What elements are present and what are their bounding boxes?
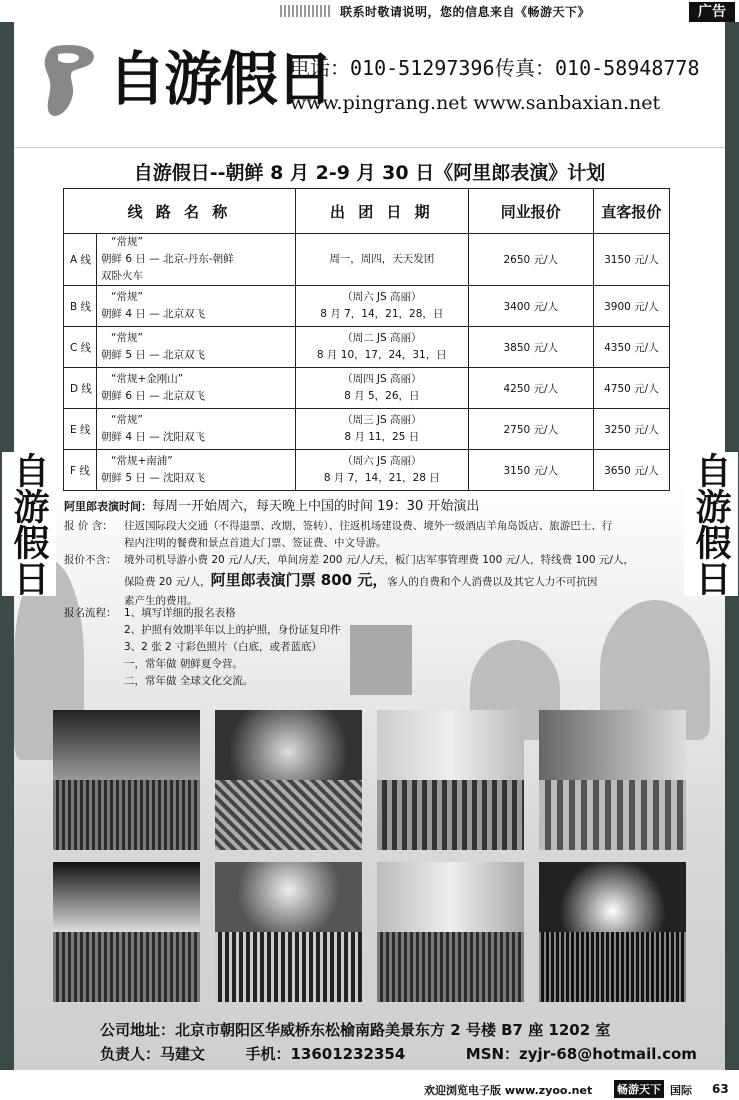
excluded-text-2c: 客人的自费和个人消费以及其它人力不可抗因 bbox=[387, 576, 598, 588]
msn-address[interactable]: MSN：zyjr-68@hotmail.com bbox=[465, 1045, 697, 1063]
left-side-brand bbox=[2, 452, 56, 596]
route-name-desc: 朝鲜 5 日 — 沈阳双飞 bbox=[101, 472, 206, 484]
process-step-2: 2、护照有效期半年以上的护照，身份证复印件 bbox=[124, 624, 341, 636]
route-code: A 线 bbox=[64, 234, 97, 286]
trade-price: 3850 元/人 bbox=[468, 327, 593, 368]
route-name-desc: 朝鲜 4 日 — 北京双飞 bbox=[101, 308, 206, 320]
performance-photo bbox=[53, 710, 200, 850]
date-line-2: 8 月 5，26，日 bbox=[344, 390, 420, 402]
magazine-logo: 畅游天下 bbox=[614, 1080, 664, 1098]
departure-date bbox=[295, 286, 468, 327]
date-line-1: （周四 JS 高丽） bbox=[342, 373, 422, 385]
route-name bbox=[97, 450, 296, 491]
col-date: 出 团 日 期 bbox=[295, 189, 468, 234]
route-code: D 线 bbox=[64, 368, 97, 409]
route-name-desc: 朝鲜 6 日 — 北京-丹东-朝鲜 bbox=[101, 253, 234, 265]
route-name-tag: “常规” bbox=[111, 236, 143, 248]
company-address: 公司地址：北京市朝阳区华威桥东松榆南路美景东方 2 号楼 B7 座 1202 室 bbox=[100, 1021, 611, 1039]
departure-date bbox=[295, 409, 468, 450]
table-row bbox=[64, 286, 670, 327]
col-route: 线 路 名 称 bbox=[64, 189, 296, 234]
price-included bbox=[64, 518, 612, 552]
page-title: 自游假日--朝鲜 8 月 2-9 月 30 日《阿里郎表演》计划 bbox=[133, 162, 606, 184]
performance-photo bbox=[215, 710, 362, 850]
date-line-1: （周六 JS 高丽） bbox=[342, 455, 422, 467]
col-trade-price: 同业报价 bbox=[468, 189, 593, 234]
route-name bbox=[97, 368, 296, 409]
date-line-2: 8 月 10，17，24，31，日 bbox=[316, 349, 447, 361]
included-text-2: 程内注明的餐费和景点首道大门票、签证费、中文导游。 bbox=[124, 537, 387, 549]
fax-number: 传真：010-58948778 bbox=[495, 56, 700, 80]
table-row bbox=[64, 234, 670, 286]
departure-date bbox=[295, 234, 468, 286]
route-name-desc: 朝鲜 5 日 — 北京双飞 bbox=[101, 349, 206, 361]
price-excluded bbox=[64, 552, 634, 610]
phone-number: 电话：010-51297396 bbox=[290, 56, 495, 80]
right-brand-text: 自游假日 bbox=[690, 452, 732, 596]
table-row bbox=[64, 368, 670, 409]
departure-date bbox=[295, 368, 468, 409]
show-time-text: 每周一开始周六，每天晚上中国的时间 19：30 开始演出 bbox=[152, 499, 480, 514]
excluded-label: 报价不含： bbox=[64, 554, 117, 566]
date-line-2: 8 月 11，25 日 bbox=[344, 431, 420, 443]
performance-photo bbox=[377, 862, 524, 1002]
date-line-2: 8 月 7，14，21，28 日 bbox=[323, 472, 440, 484]
date-line-1: （周二 JS 高丽） bbox=[342, 332, 422, 344]
route-name-tag: “常规+南浦” bbox=[111, 455, 173, 467]
route-name bbox=[97, 409, 296, 450]
footprint-logo-icon bbox=[42, 42, 104, 120]
contact-person: 负责人：马建文 bbox=[100, 1045, 206, 1063]
retail-price: 3650 元/人 bbox=[593, 450, 669, 491]
route-price-table bbox=[63, 188, 670, 491]
logo-text: 自游假日 bbox=[108, 45, 333, 113]
date-line-1: （周六 JS 高丽） bbox=[342, 291, 422, 303]
route-name bbox=[97, 286, 296, 327]
process-step-1: 1、填写详细的报名表格 bbox=[124, 607, 236, 619]
route-code: C 线 bbox=[64, 327, 97, 368]
table-row bbox=[64, 409, 670, 450]
route-name-desc: 朝鲜 4 日 — 沈阳双飞 bbox=[101, 431, 206, 443]
route-name-desc: 朝鲜 6 日 — 北京双飞 bbox=[101, 390, 206, 402]
included-text-1: 往返国际段大交通（不得退票、改期、签转）、往返机场建设费、境外一级酒店羊角岛饭店、旅游巴士、行 bbox=[124, 520, 613, 532]
process-label: 报名流程： bbox=[64, 607, 117, 619]
mobile-number: 手机：13601232354 bbox=[245, 1045, 406, 1063]
trade-price: 2750 元/人 bbox=[468, 409, 593, 450]
top-notice: 联系时敬请说明，您的信息来自《畅游天下》 bbox=[340, 5, 591, 19]
section-name: 国际 bbox=[670, 1084, 692, 1097]
route-code: E 线 bbox=[64, 409, 97, 450]
page-number: 63 bbox=[712, 1082, 729, 1096]
ad-tag: 广告 bbox=[689, 2, 735, 22]
route-name-tag: “常规+金刚山” bbox=[111, 373, 184, 385]
route-name-tag: “常规” bbox=[111, 332, 143, 344]
trade-price: 3400 元/人 bbox=[468, 286, 593, 327]
retail-price: 4750 元/人 bbox=[593, 368, 669, 409]
table-row bbox=[64, 327, 670, 368]
route-code: B 线 bbox=[64, 286, 97, 327]
website-links[interactable]: www.pingrang.net www.sanbaxian.net bbox=[290, 92, 661, 114]
welcome-text: 欢迎浏览电子版 www.zyoo.net bbox=[424, 1084, 593, 1097]
show-ticket-price: 阿里郎表演门票 800 元， bbox=[210, 571, 388, 589]
departure-date bbox=[295, 450, 468, 491]
retail-price: 3900 元/人 bbox=[593, 286, 669, 327]
performance-photo bbox=[53, 862, 200, 1002]
route-name-tag: “常规” bbox=[111, 291, 143, 303]
contact-line bbox=[100, 1043, 697, 1064]
route-code: F 线 bbox=[64, 450, 97, 491]
trade-price: 2650 元/人 bbox=[468, 234, 593, 286]
date-line-1: （周三 JS 高丽） bbox=[342, 414, 422, 426]
route-name-extra: 双卧火车 bbox=[101, 270, 143, 282]
table-header-row bbox=[64, 189, 670, 234]
excluded-text-2a: 保险费 20 元/人， bbox=[124, 576, 211, 588]
signup-process bbox=[64, 605, 341, 690]
show-time bbox=[64, 498, 479, 515]
show-time-label: 阿里郎表演时间： bbox=[64, 500, 152, 513]
excluded-text-1: 境外司机导游小费 20 元/人/天，单间房差 200 元/人/天，板门店军事管理费 100 元/人，特线费 100 元/人， bbox=[124, 554, 634, 566]
excluded-text-3: 素产生的费用。 bbox=[124, 595, 198, 607]
route-name bbox=[97, 327, 296, 368]
retail-price: 4350 元/人 bbox=[593, 327, 669, 368]
right-side-brand bbox=[684, 452, 738, 596]
retail-price: 3150 元/人 bbox=[593, 234, 669, 286]
process-step-3: 3、2 张 2 寸彩色照片（白底，或者蓝底） bbox=[124, 641, 323, 653]
date-line-2: 8 月 7，14，21，28，日 bbox=[320, 308, 444, 320]
trade-price: 4250 元/人 bbox=[468, 368, 593, 409]
sign-board bbox=[350, 625, 412, 695]
date-line-1: 周一，周四，天天发团 bbox=[329, 253, 435, 265]
retail-price: 3250 元/人 bbox=[593, 409, 669, 450]
departure-date bbox=[295, 327, 468, 368]
performance-photo bbox=[539, 862, 686, 1002]
trade-price: 3150 元/人 bbox=[468, 450, 593, 491]
performance-photo bbox=[377, 710, 524, 850]
performance-photo bbox=[539, 710, 686, 850]
left-brand-text: 自游假日 bbox=[8, 452, 50, 596]
performance-photo bbox=[215, 862, 362, 1002]
table-row bbox=[64, 450, 670, 491]
included-label: 报 价 含： bbox=[64, 520, 113, 532]
col-retail-price: 直客报价 bbox=[593, 189, 669, 234]
route-name-tag: “常规” bbox=[111, 414, 143, 426]
notice-decoration bbox=[280, 5, 330, 17]
process-note-1: 一，常年做 朝鲜夏令营。 bbox=[124, 658, 243, 670]
process-note-2: 二，常年做 全球文化交流。 bbox=[124, 675, 254, 687]
route-name bbox=[97, 234, 296, 286]
